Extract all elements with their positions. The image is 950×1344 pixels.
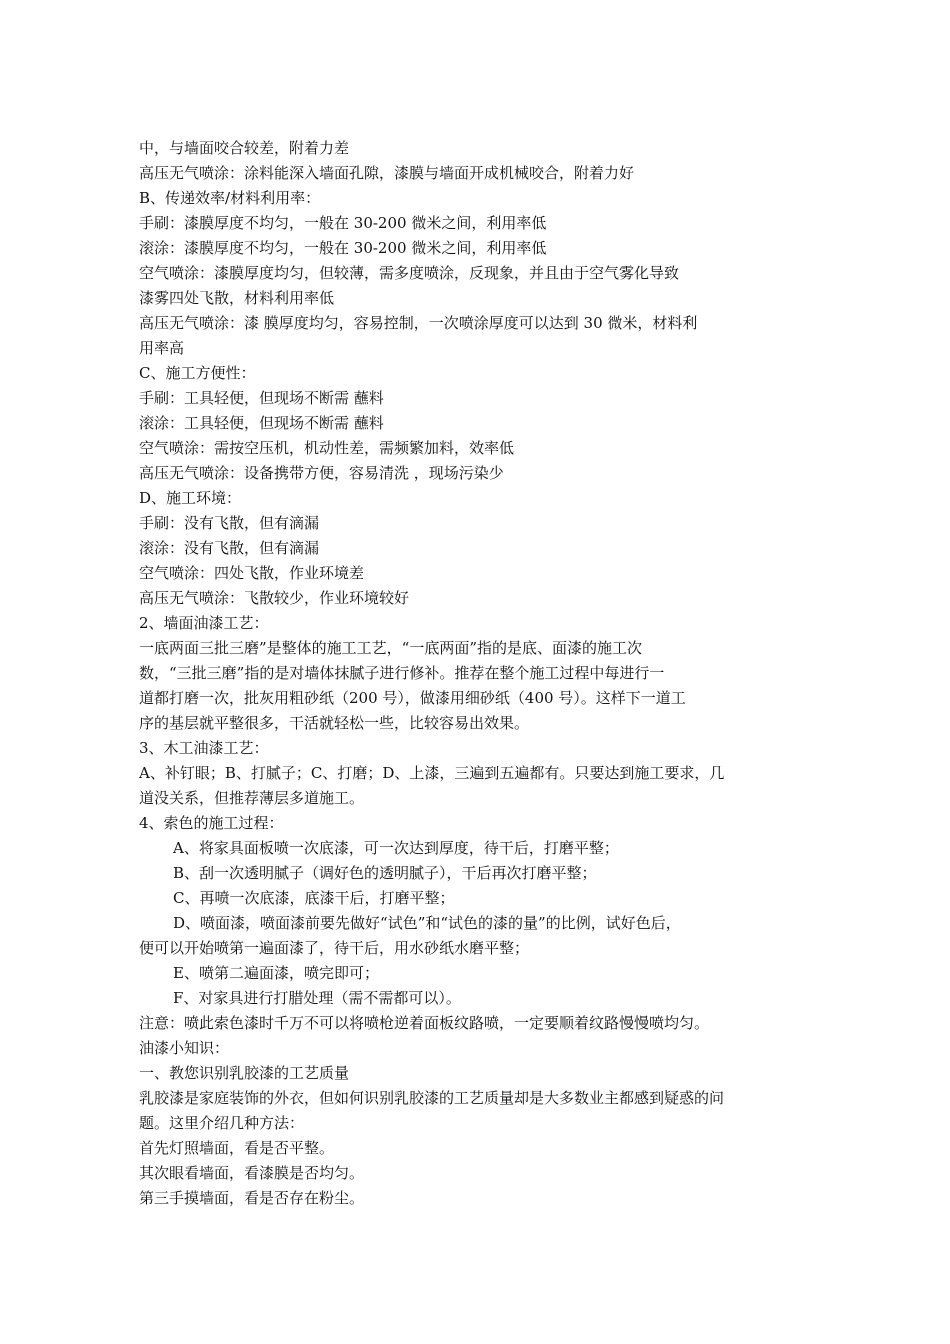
text-line: 高压无气喷涂：设备携带方便，容易清洗 ，现场污染少 — [139, 464, 504, 482]
note-line: 注意：喷此索色漆时千万不可以将喷枪逆着面板纹路喷，一定要顺着纹路慢慢喷均匀。 — [139, 1014, 710, 1032]
step-item: A、将家具面板喷一次底漆，可一次达到厚度，待干后，打磨平整； — [173, 839, 619, 857]
text-line: 第三手摸墙面，看是否存在粉尘。 — [139, 1189, 365, 1207]
text-line: 手刷：没有飞散，但有滴漏 — [139, 514, 320, 532]
text-line: 手刷：漆膜厚度不均匀，一般在 30-200 微米之间，利用率低 — [139, 214, 547, 232]
step-item: E、喷第二遍面漆，喷完即可； — [173, 964, 379, 982]
section-heading: 油漆小知识： — [139, 1039, 230, 1057]
text-line: 题。这里介绍几种方法： — [139, 1114, 305, 1132]
document-body — [139, 136, 819, 1211]
text-line: 乳胶漆是家庭装饰的外衣，但如何识别乳胶漆的工艺质量却是大多数业主都感到疑惑的问 — [139, 1089, 725, 1107]
text-line: 用率高 — [139, 339, 185, 357]
text-line: 中，与墙面咬合较差，附着力差 — [139, 139, 350, 157]
text-line: 滚涂：没有飞散，但有滴漏 — [139, 539, 320, 557]
text-line: 便可以开始喷第一遍面漆了，待干后，用水砂纸水磨平整； — [139, 939, 530, 957]
text-line: 高压无气喷涂：漆 膜厚度均匀，容易控制，一次喷涂厚度可以达到 30 微米，材料利 — [139, 314, 698, 332]
section-heading: D、施工环境： — [139, 489, 242, 507]
text-line: 漆雾四处飞散，材料利用率低 — [139, 289, 335, 307]
text-line: 空气喷涂：需按空压机，机动性差，需频繁加料，效率低 — [139, 439, 515, 457]
text-line: 序的基层就平整很多，干活就轻松一些，比较容易出效果。 — [139, 714, 530, 732]
text-line: 滚涂：工具轻便，但现场不断需 蘸料 — [139, 414, 384, 432]
section-heading: B、传递效率/材料利用率： — [139, 189, 321, 207]
text-line: A、补钉眼；B、打腻子；C、打磨；D、上漆，三遍到五遍都有。只要达到施工要求，几 — [139, 764, 725, 782]
text-line: 空气喷涂：四处飞散，作业环境差 — [139, 564, 365, 582]
text-line: 数，“三批三磨”指的是对墙体抹腻子进行修补。推荐在整个施工过程中每进行一 — [139, 664, 665, 682]
text-line: 高压无气喷涂：涂料能深入墙面孔隙，漆膜与墙面开成机械咬合，附着力好 — [139, 164, 635, 182]
text-line: 道都打磨一次，批灰用粗砂纸（200 号），做漆用细砂纸（400 号）。这样下一道工 — [139, 689, 686, 707]
step-item: C、再喷一次底漆，底漆干后，打磨平整； — [173, 889, 455, 907]
section-heading: 2、墙面油漆工艺： — [139, 614, 269, 632]
section-heading: 一、教您识别乳胶漆的工艺质量 — [139, 1064, 350, 1082]
text-line: 道没关系，但推荐薄层多道施工。 — [139, 789, 365, 807]
step-item: D、喷面漆，喷面漆前要先做好“试色”和“试色的漆的量”的比例，试好色后， — [173, 914, 681, 932]
text-line: 空气喷涂：漆膜厚度均匀，但较薄，需多度喷涂，反现象，并且由于空气雾化导致 — [139, 264, 680, 282]
section-heading: 4、索色的施工过程： — [139, 814, 284, 832]
step-item: F、对家具进行打腊处理（需不需都可以）。 — [173, 989, 461, 1007]
text-line: 一底两面三批三磨”是整体的施工工艺，“一底两面”指的是底、面漆的施工次 — [139, 639, 643, 657]
section-heading: C、施工方便性： — [139, 364, 256, 382]
section-heading: 3、木工油漆工艺： — [139, 739, 269, 757]
text-line: 其次眼看墙面，看漆膜是否均匀。 — [139, 1164, 365, 1182]
text-line: 滚涂：漆膜厚度不均匀，一般在 30-200 微米之间，利用率低 — [139, 239, 547, 257]
step-item: B、刮一次透明腻子（调好色的透明腻子），干后再次打磨平整； — [173, 864, 597, 882]
text-line: 高压无气喷涂：飞散较少，作业环境较好 — [139, 589, 410, 607]
text-line: 首先灯照墙面，看是否平整。 — [139, 1139, 335, 1157]
text-line: 手刷：工具轻便，但现场不断需 蘸料 — [139, 389, 384, 407]
